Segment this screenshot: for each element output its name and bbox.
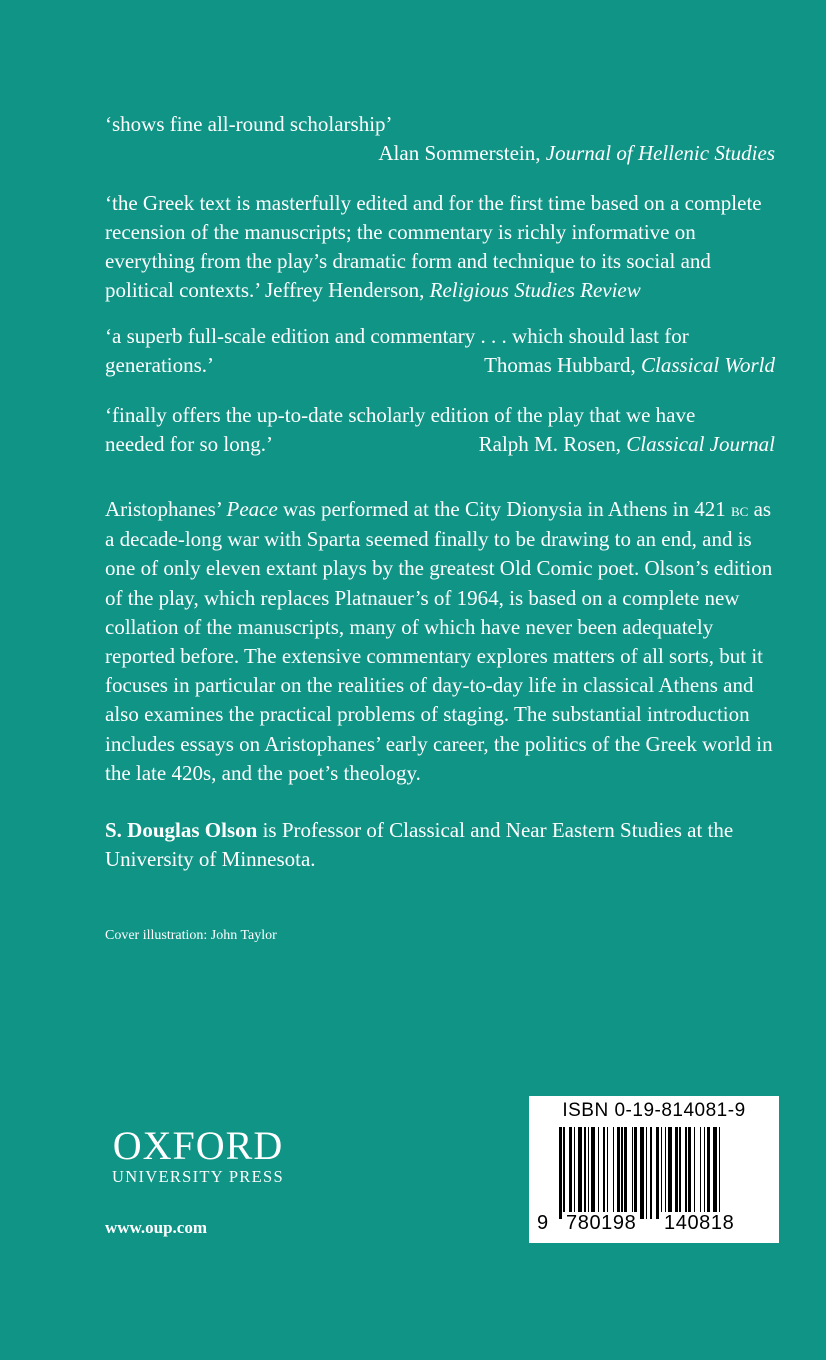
review-quote: ‘the Greek text is masterfully edited and for the first time based on a complete recension of the manuscripts; the commentary is richly informative on everything from the play’s dramatic form and technique to its social and political contexts.’ Jeffrey Henderson, Religious Studies Review: [105, 191, 762, 302]
review-line: [105, 430, 775, 459]
barcode-bar: [688, 1127, 691, 1219]
review-source: [479, 430, 775, 459]
review-line: [105, 351, 775, 380]
publisher-name: OXFORD: [112, 1123, 284, 1168]
barcode-bar: [668, 1127, 672, 1219]
review-quote: ‘finally offers the up-to-date scholarly edition of the play that we have: [105, 403, 696, 427]
barcode-bar: [569, 1127, 572, 1219]
review-source: [105, 139, 775, 168]
barcode-bar: [621, 1127, 622, 1219]
barcode-bar: [624, 1127, 627, 1219]
play-title: Peace: [226, 497, 278, 521]
cover-credit: Cover illustration: John Taylor: [105, 928, 277, 943]
author-bio: S. Douglas Olson is Professor of Classical and Near Eastern Studies at the University of Minnesota.: [105, 818, 734, 871]
review-publication: Classical World: [641, 353, 775, 377]
barcode-bar: [650, 1127, 651, 1219]
barcode-bar: [665, 1127, 666, 1219]
barcode-bar: [598, 1127, 599, 1219]
review-quote-end: generations.’: [105, 353, 215, 377]
barcode-bar: [640, 1127, 644, 1219]
isbn-barcode: [529, 1096, 779, 1243]
review-author: Ralph M. Rosen,: [478, 432, 621, 456]
barcode-bar: [646, 1127, 647, 1219]
barcode-bar: [607, 1127, 608, 1219]
barcode-bar: [685, 1127, 686, 1219]
barcode-bar: [679, 1127, 680, 1219]
review-quote: ‘a superb full-scale edition and commentary . . . which should last for: [105, 324, 689, 348]
barcode-bar: [700, 1127, 701, 1219]
barcode-bar: [661, 1127, 662, 1219]
ean-left-group: 780198: [563, 1212, 639, 1235]
barcode-bar: [634, 1127, 637, 1219]
barcode-bar: [704, 1127, 705, 1219]
barcode-bar: [588, 1127, 589, 1219]
barcode-bar: [713, 1127, 717, 1219]
barcode-bar: [563, 1127, 564, 1219]
review-2: [105, 189, 775, 305]
barcode-bar: [719, 1127, 720, 1219]
review-author: Thomas Hubbard,: [484, 353, 636, 377]
book-description: Aristophanes’ Peace was performed at the City Dionysia in Athens in 421 bc as a decade-long war with Sparta seemed finally to be drawing to an end, and is one of only eleven extant plays by the greatest Old Comic poet. Olson’s edition of the play, which replaces Platnauer’s of 1964, is based on a complete new collation of the manuscripts, many of which have never been adequately reported before. The extensive commentary explores matters of all sorts, but it focuses in particular on the realities of day-to-day life in classical Athens and also examines the practical problems of staging. The substantial introduction includes essays on Aristophanes’ early career, the politics of the Greek world in the late 420s, and the poet’s theology.: [105, 497, 773, 785]
oxford-logo: [105, 1123, 291, 1188]
barcode-bar: [613, 1127, 614, 1219]
author-name: S. Douglas Olson: [105, 818, 258, 842]
review-author: Jeffrey Henderson,: [264, 278, 425, 302]
review-publication: Religious Studies Review: [429, 278, 641, 302]
barcode-bar: [603, 1127, 606, 1219]
barcode-bar: [617, 1127, 620, 1219]
publisher-subtitle: UNIVERSITY PRESS: [112, 1167, 284, 1186]
barcode-bar: [574, 1127, 575, 1219]
ean-first-digit: 9: [537, 1212, 549, 1234]
barcode-bar: [656, 1127, 659, 1219]
isbn-label: ISBN 0-19-814081-9: [562, 1100, 746, 1121]
barcode-bar: [707, 1127, 710, 1219]
barcode-bar: [694, 1127, 695, 1219]
barcode-bars: [559, 1127, 757, 1219]
review-quote-end: needed for so long.’: [105, 432, 273, 456]
barcode-bar: [584, 1127, 587, 1219]
barcode-bar: [559, 1127, 562, 1219]
review-publication: Classical Journal: [626, 432, 775, 456]
publisher-url[interactable]: www.oup.com: [105, 1218, 208, 1237]
ean-right-group: 140818: [661, 1212, 737, 1235]
era-label: bc: [730, 500, 749, 521]
review-source: [484, 351, 775, 380]
review-author: Alan Sommerstein,: [378, 141, 541, 165]
review-1: [105, 110, 775, 168]
review-3: [105, 322, 775, 380]
barcode-bar: [578, 1127, 582, 1219]
review-quote: ‘shows fine all-round scholarship’: [105, 112, 393, 136]
review-publication: Journal of Hellenic Studies: [545, 141, 775, 165]
barcode-bar: [632, 1127, 633, 1219]
review-4: [105, 401, 775, 459]
barcode-bar: [675, 1127, 678, 1219]
barcode-bar: [591, 1127, 595, 1219]
